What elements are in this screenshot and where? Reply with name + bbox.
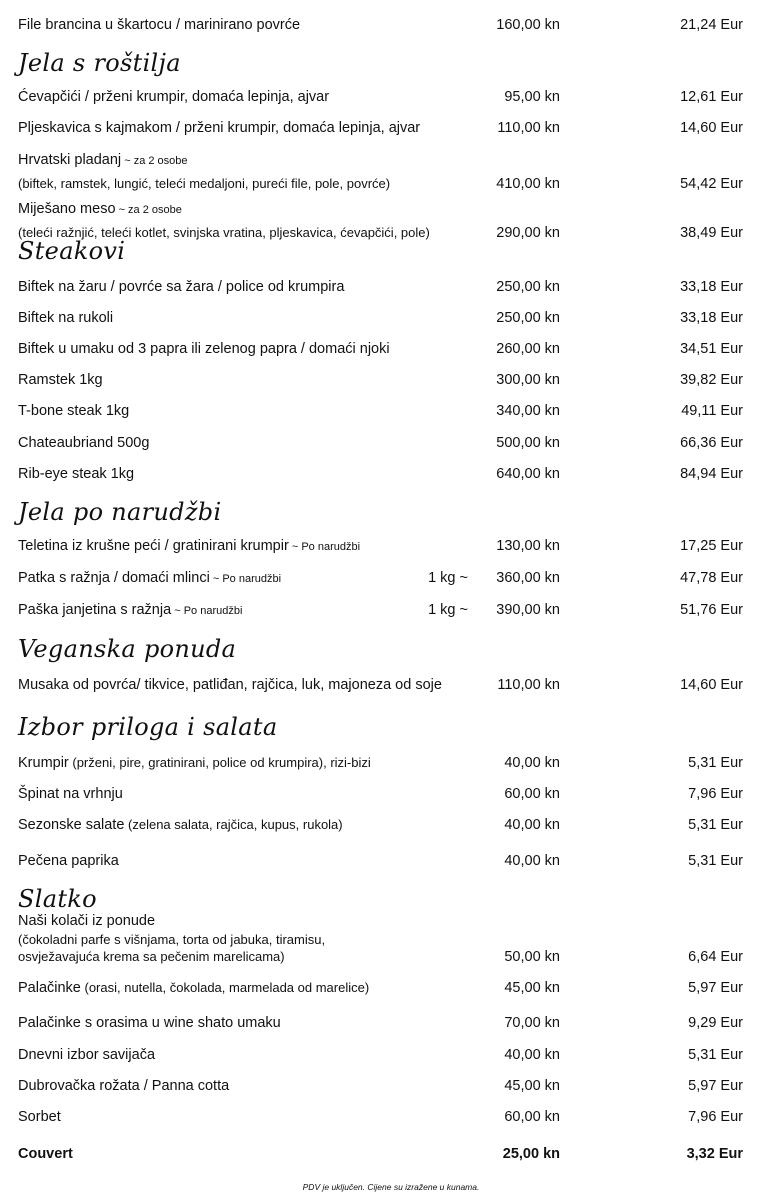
price-eur: 5,31 Eur [688, 1047, 743, 1063]
menu-item-name: Paška janjetina s ražnja ~ Po narudžbi [18, 602, 243, 618]
item-description: (orasi, nutella, čokolada, marmelada od marelice) [80, 980, 370, 995]
price-eur: 5,31 Eur [688, 755, 743, 771]
menu-item-name: Dubrovačka rožata / Panna cotta [18, 1078, 230, 1094]
price-eur: 7,96 Eur [688, 786, 743, 802]
price-eur: 54,42 Eur [680, 176, 743, 192]
price-eur: 5,31 Eur [688, 853, 743, 869]
section-heading: Jela s roštilja [18, 49, 181, 77]
menu-item-name: T-bone steak 1kg [18, 403, 130, 419]
item-quantity: 1 kg ~ [428, 570, 468, 586]
menu-item-name: Naši kolači iz ponude [18, 913, 156, 929]
menu-item-name: Sezonske salate (zelena salata, rajčica, kupus, rukola) [18, 817, 343, 833]
price-kn: 60,00 kn [504, 786, 560, 802]
item-description: (čokoladni parfe s višnjama, torta od jabuka, tiramisu, [18, 932, 326, 947]
price-kn: 250,00 kn [496, 310, 560, 326]
price-eur: 14,60 Eur [680, 120, 743, 136]
price-kn: 290,00 kn [496, 225, 560, 241]
price-kn: 40,00 kn [504, 755, 560, 771]
price-kn: 340,00 kn [496, 403, 560, 419]
menu-item-name: Špinat na vrhnju [18, 786, 123, 802]
menu-item-name: Biftek na žaru / povrće sa žara / police od krumpira [18, 279, 345, 295]
item-description: osvježavajuća krema sa pečenim marelicama) [18, 949, 285, 964]
price-kn: 130,00 kn [496, 538, 560, 554]
price-eur: 51,76 Eur [680, 602, 743, 618]
price-eur: 66,36 Eur [680, 435, 743, 451]
menu-item-name: Musaka od povrća/ tikvice, patliđan, rajčica, luk, majoneza od soje [18, 677, 442, 693]
section-heading: Izbor priloga i salata [18, 713, 278, 741]
price-eur: 34,51 Eur [680, 341, 743, 357]
menu-item-name: Dnevni izbor savijača [18, 1047, 156, 1063]
menu-item-name: Patka s ražnja / domaći mlinci ~ Po narudžbi [18, 570, 282, 586]
price-kn: 110,00 kn [497, 677, 560, 693]
price-kn: 160,00 kn [496, 17, 560, 33]
menu-item-name: Pljeskavica s kajmakom / prženi krumpir, domaća lepinja, ajvar [18, 120, 421, 136]
menu-item-name: Rib-eye steak 1kg [18, 466, 135, 482]
menu-item-name: Palačinke (orasi, nutella, čokolada, marmelada od marelice) [18, 980, 370, 996]
price-kn: 60,00 kn [504, 1109, 560, 1125]
menu-item-name: File brancina u škartocu / marinirano povrće [18, 17, 301, 33]
price-eur: 49,11 Eur [681, 403, 743, 419]
price-kn: 40,00 kn [504, 817, 560, 833]
item-description: (prženi, pire, gratinirani, police od krumpira), rizi-bizi [68, 755, 371, 770]
item-description: (biftek, ramstek, lungić, teleći medaljoni, pureći file, pole, povrće) [18, 176, 391, 191]
menu-item-name: Couvert [18, 1146, 73, 1162]
price-kn: 390,00 kn [496, 602, 560, 618]
section-heading: Slatko [18, 885, 97, 913]
price-kn: 45,00 kn [504, 1078, 560, 1094]
menu-item-name: Ćevapčići / prženi krumpir, domaća lepinja, ajvar [18, 89, 330, 105]
price-eur: 12,61 Eur [680, 89, 743, 105]
price-eur: 14,60 Eur [680, 677, 743, 693]
price-kn: 410,00 kn [496, 176, 560, 192]
price-kn: 260,00 kn [496, 341, 560, 357]
menu-item-name: Ramstek 1kg [18, 372, 103, 388]
price-kn: 50,00 kn [504, 949, 560, 965]
menu-item-name: Biftek na rukoli [18, 310, 114, 326]
menu-item-name: Miješano meso ~ za 2 osobe [18, 201, 182, 217]
price-kn: 110,00 kn [497, 120, 560, 136]
menu-item-name: Chateaubriand 500g [18, 435, 150, 451]
item-note: ~ za 2 osobe [115, 204, 182, 216]
price-kn: 40,00 kn [504, 1047, 560, 1063]
price-eur: 47,78 Eur [680, 570, 743, 586]
price-eur: 9,29 Eur [688, 1015, 743, 1031]
price-eur: 7,96 Eur [688, 1109, 743, 1125]
price-kn: 25,00 kn [502, 1146, 560, 1162]
menu-item-name: Pečena paprika [18, 853, 119, 869]
menu-item-name: Teletina iz krušne peći / gratinirani krumpir ~ Po narudžbi [18, 538, 361, 554]
price-kn: 360,00 kn [496, 570, 560, 586]
item-note: ~ Po narudžbi [171, 605, 243, 617]
price-eur: 5,97 Eur [688, 980, 743, 996]
price-eur: 17,25 Eur [680, 538, 743, 554]
price-kn: 300,00 kn [496, 372, 560, 388]
price-eur: 5,97 Eur [688, 1078, 743, 1094]
vat-footnote: PDV je uključen. Cijene su izražene u kunama. [302, 1182, 480, 1192]
item-description: (zelena salata, rajčica, kupus, rukola) [124, 817, 343, 832]
menu-item-name: Hrvatski pladanj ~ za 2 osobe [18, 152, 188, 168]
price-eur: 38,49 Eur [680, 225, 743, 241]
price-kn: 250,00 kn [496, 279, 560, 295]
price-eur: 39,82 Eur [680, 372, 743, 388]
item-description: (teleći ražnjić, teleći kotlet, svinjska vratina, pljeskavica, ćevapčići, pole) [18, 225, 430, 240]
section-heading: Steakovi [18, 237, 126, 265]
price-kn: 70,00 kn [504, 1015, 560, 1031]
menu-item-name: Palačinke s orasima u wine shato umaku [18, 1015, 281, 1031]
menu-item-name: Krumpir (prženi, pire, gratinirani, police od krumpira), rizi-bizi [18, 755, 371, 771]
price-eur: 3,32 Eur [686, 1146, 743, 1162]
item-note: ~ Po narudžbi [209, 573, 282, 585]
menu-item-name: Biftek u umaku od 3 papra ili zelenog papra / domaći njoki [18, 341, 390, 357]
price-eur: 6,64 Eur [688, 949, 743, 965]
section-heading: Jela po narudžbi [18, 498, 222, 526]
price-eur: 5,31 Eur [688, 817, 743, 833]
price-eur: 21,24 Eur [680, 17, 743, 33]
price-eur: 33,18 Eur [680, 279, 743, 295]
item-note: ~ za 2 osobe [121, 155, 188, 167]
item-quantity: 1 kg ~ [428, 602, 468, 618]
price-eur: 33,18 Eur [680, 310, 743, 326]
price-kn: 95,00 kn [504, 89, 560, 105]
price-kn: 40,00 kn [504, 853, 560, 869]
item-note: ~ Po narudžbi [288, 541, 361, 553]
section-heading: Veganska ponuda [18, 635, 237, 663]
price-kn: 640,00 kn [496, 466, 560, 482]
menu-item-name: Sorbet [18, 1109, 61, 1125]
price-kn: 45,00 kn [504, 980, 560, 996]
price-kn: 500,00 kn [496, 435, 560, 451]
price-eur: 84,94 Eur [680, 466, 743, 482]
